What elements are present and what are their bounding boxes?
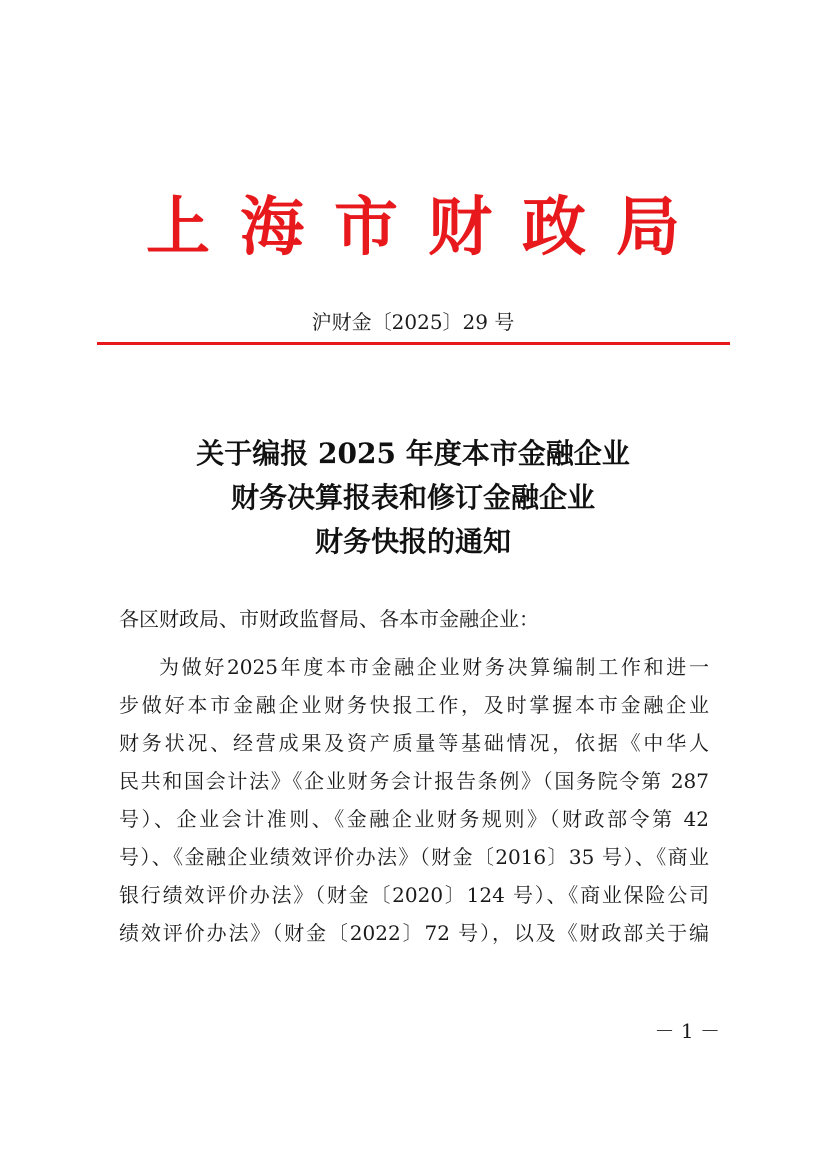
title-line-3: 财务快报的通知 — [314, 525, 511, 558]
body-line-7: 银行绩效评价办法》（财金〔2020〕124 号）、《商业保险公司 — [119, 883, 709, 907]
body-line-5: 号）、企业会计准则、《金融企业财务规则》（财政部令第 42 — [119, 807, 709, 831]
body-line-8: 绩效评价办法》（财金〔2022〕72 号），以及《财政部关于编 — [119, 921, 709, 945]
body-line-6: 号）、《金融企业绩效评价办法》（财金〔2016〕35 号）、《商业 — [119, 845, 709, 869]
body-line-4: 民共和国会计法》《企业财务会计报告条例》（国务院令第 287 — [119, 769, 709, 793]
document-title — [0, 432, 826, 564]
body-line-2: 步做好本市金融企业财务快报工作，及时掌握本市金融企业 — [119, 693, 709, 717]
title-line-2: 财务决算报表和修订金融企业 — [230, 481, 595, 514]
title-line-1: 关于编报 2025 年度本市金融企业 — [196, 437, 630, 470]
document-number: 沪财金〔2025〕29 号 — [311, 310, 515, 334]
body-line-1: 为做好2025年度本市金融企业财务决算编制工作和进一 — [159, 655, 709, 679]
body-line-3: 财务状况、经营成果及资产质量等基础情况，依据《中华人 — [119, 731, 709, 755]
red-separator-line — [97, 342, 730, 345]
salutation: 各区财政局、市财政监督局、各本市金融企业： — [119, 607, 539, 631]
issuer-name: 上海市财政局 — [146, 190, 710, 265]
page-number: － 1 － — [654, 1019, 720, 1043]
